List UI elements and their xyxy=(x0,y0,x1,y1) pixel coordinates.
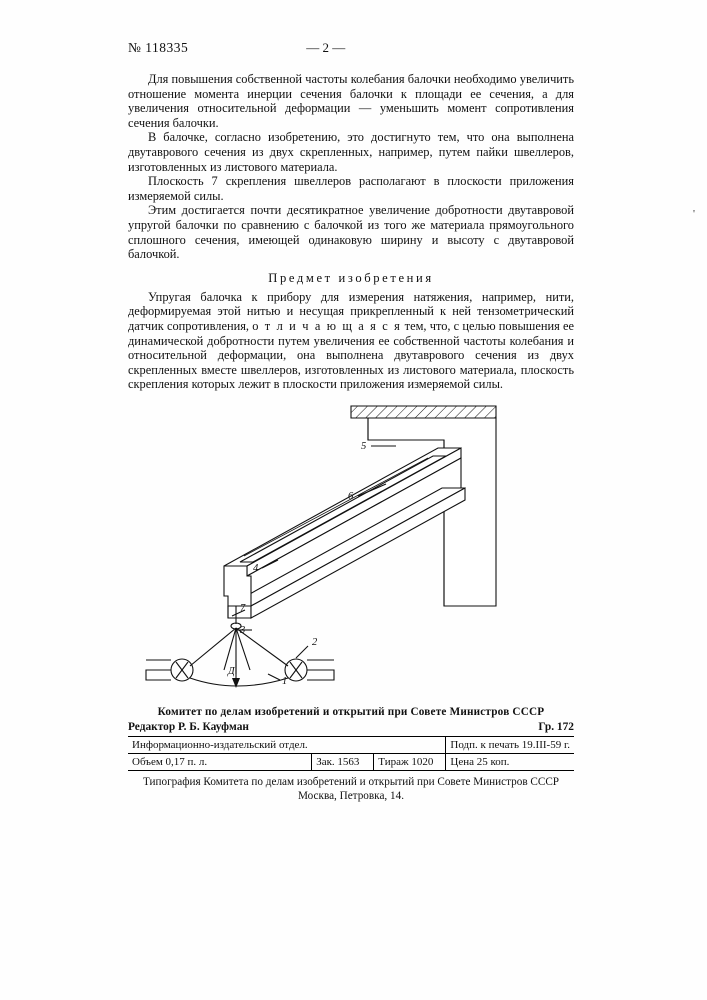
page-header xyxy=(128,40,574,56)
figure-label-5: 5 xyxy=(361,441,367,452)
table-row xyxy=(128,737,574,754)
sign-date-cell: Подп. к печать 19.III-59 г. xyxy=(446,737,574,754)
claim-part-2: тем, что, с целью повышения ее динамической добротности путем увеличения ее собственной частоты колебания и относительной деформации, она выполнена двутаврового сечения из двух скрепленных вместе швеллеров, изготовленных из листового материала, плоскость скрепления которых лежит в плоскости приложения измеряемой силы. xyxy=(128,318,574,392)
claim-emphasis: о т л и ч а ю щ а я с я xyxy=(252,318,402,333)
circulation-cell: Тираж 1020 xyxy=(374,754,446,771)
editor-row xyxy=(128,721,574,737)
paragraph-2: В балочке, согласно изобретению, это достигнуто тем, что она выполнена двутаврового сечения из двух скрепленных, например, путем пайки швеллеров, изготовленных из листового материала. xyxy=(128,130,574,174)
paragraph-1: Для повышения собственной частоты колебания балочки необходимо увеличить отношение момента инерции сечения балочки к площади ее сечения, а для увеличения относительной деформации — уменьшить момент сопротивления сечения балочки. xyxy=(128,72,574,130)
figure-label-3: 3 xyxy=(240,625,246,636)
table-row xyxy=(128,754,574,771)
typography-block xyxy=(128,775,574,803)
paragraph-3: Плоскость 7 скрепления швеллеров располагают в плоскости приложения измеряемой силы. xyxy=(128,174,574,203)
figure-label-6: 6 xyxy=(348,491,354,502)
figure-label-D: Д xyxy=(228,666,235,677)
editor-name: Редактор Р. Б. Кауфман xyxy=(128,721,249,733)
typography-line-2: Москва, Петровка, 14. xyxy=(298,790,404,802)
figure-label-7: 7 xyxy=(240,603,246,614)
page-number: — 2 — xyxy=(306,40,346,55)
paragraph-4: Этим достигается почти десятикратное увеличение добротности двутавровой упругой балочки по сравнению с балочкой из того же материала прямоугольного сплошного сечения, имеющей одинаковую ширину и высоту с двутавровой балочкой. xyxy=(128,203,574,262)
spacer-cell-1 xyxy=(312,737,374,754)
figure-label-1: 1 xyxy=(282,676,288,687)
group-code: Гр. 172 xyxy=(538,721,574,733)
figure-label-2: 2 xyxy=(312,637,318,648)
volume-cell: Объем 0,17 п. л. xyxy=(128,754,312,771)
margin-mark: ' xyxy=(693,208,695,220)
claim-paragraph xyxy=(128,290,574,392)
typography-line-1: Типография Комитета по делам изобретений и открытий при Совете Министров СССР xyxy=(142,776,560,788)
price-cell: Цена 25 коп. xyxy=(446,754,574,771)
committee-line: Комитет по делам изобретений и открытий при Совете Министров СССР xyxy=(157,706,545,718)
spacer-cell-2 xyxy=(374,737,446,754)
section-heading: Предмет изобретения xyxy=(268,270,434,285)
patent-number: № 118335 xyxy=(128,40,189,55)
imprint-table xyxy=(128,737,574,771)
claim-part-1: Упругая балочка к прибору для измерения натяжения, например, нити, деформируемая этой нитью и несущая прикрепленный к ней тензометрический датчик сопротивления, xyxy=(128,289,574,333)
page-footer xyxy=(128,706,574,803)
document-body xyxy=(128,40,574,392)
order-cell: Зак. 1563 xyxy=(312,754,374,771)
figure-label-4: 4 xyxy=(253,563,259,574)
department-cell: Информационно-издательский отдел. xyxy=(128,737,312,754)
figure-drawing xyxy=(128,378,574,698)
